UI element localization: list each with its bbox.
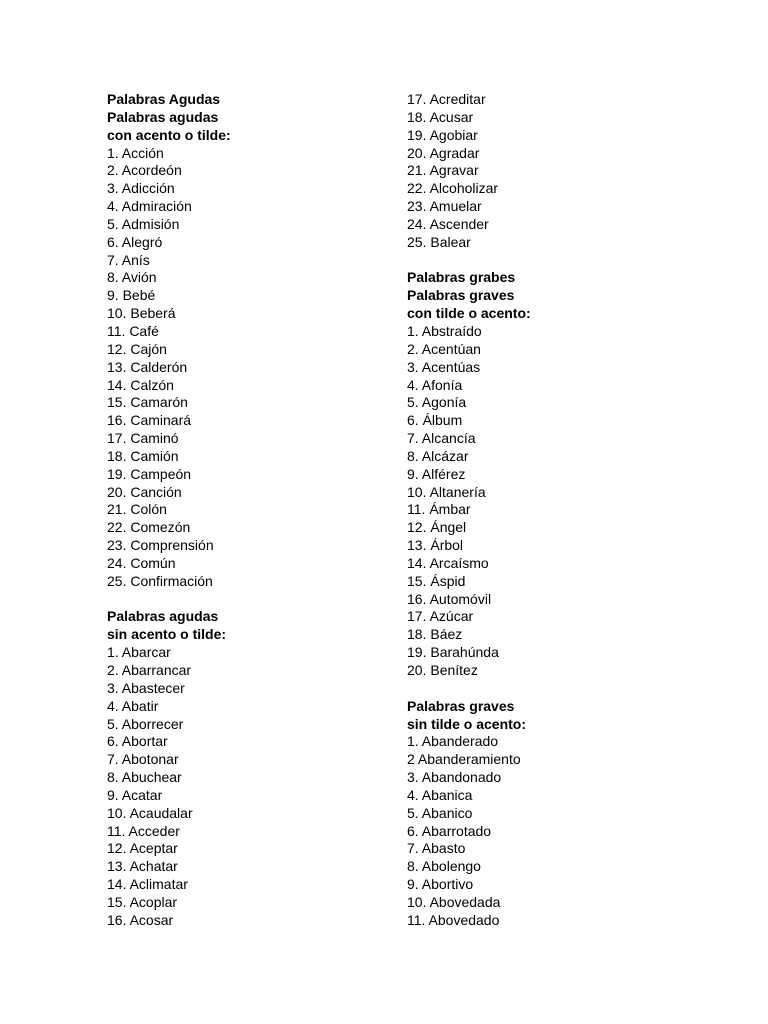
word-list-item: 18. Acusar (407, 108, 474, 125)
word-list-item: 2. Acordeón (107, 162, 182, 179)
word-list-item: 14. Aclimatar (107, 876, 188, 893)
section-heading: Palabras Agudas (107, 91, 221, 107)
word-list-item: 20. Agradar (407, 144, 480, 161)
word-list-item: 6. Abortar (107, 733, 168, 750)
word-list-item: 11. Ámbar (407, 501, 471, 518)
word-list-item: 19. Campeón (107, 465, 192, 482)
word-list-item: 23. Comprensión (107, 537, 214, 554)
word-list-item: 6. Abarrotado (407, 822, 492, 839)
word-list-item: 24. Ascender (407, 215, 489, 232)
word-list-item: 17. Acreditar (407, 91, 486, 107)
section-heading: sin tilde o acento: (407, 715, 527, 732)
word-list-item: 11. Café (107, 322, 159, 339)
word-list-item: 15. Camarón (107, 394, 188, 411)
word-list-item: 18. Camión (107, 447, 179, 464)
word-list-item: 20. Benítez (407, 662, 478, 678)
word-list-item: 22. Comezón (107, 519, 191, 536)
word-list-item: 10. Acaudalar (107, 804, 193, 821)
word-list-item: 21. Agravar (407, 162, 479, 179)
word-list-item: 19. Agobiar (407, 126, 478, 143)
word-list-item: 16. Caminará (107, 412, 192, 429)
word-list-item: 11. Acceder (107, 822, 180, 839)
word-list-item: 21. Colón (107, 501, 167, 518)
section-heading: sin acento o tilde: (107, 626, 227, 643)
word-list-item: 25. Balear (407, 233, 471, 250)
word-list-item: 5. Abanico (407, 804, 473, 821)
word-list-item: 6. Álbum (407, 412, 463, 429)
word-list-item: 15. Áspid (407, 572, 466, 589)
section-heading: con tilde o acento: (407, 305, 531, 322)
word-list-item: 19. Barahúnda (407, 644, 499, 661)
word-list-item: 8. Avión (107, 269, 157, 286)
word-list-item: 13. Calderón (107, 358, 188, 375)
word-list-item: 4. Abatir (107, 697, 159, 714)
word-list-item: 4. Admiración (107, 198, 192, 215)
word-list-item: 9. Abortivo (407, 876, 474, 893)
word-list-item: 12. Cajón (107, 340, 167, 357)
word-list-item: 22. Alcoholizar (407, 180, 499, 197)
word-list-item: 12. Aceptar (107, 840, 178, 857)
word-list-item: 8. Abolengo (407, 858, 481, 875)
block-spacer (107, 591, 397, 609)
word-list-item: 3. Adicción (107, 180, 175, 197)
word-list-item: 10. Altanería (407, 483, 486, 500)
word-list-item: 9. Alférez (407, 465, 466, 482)
word-list-item: 1. Acción (107, 144, 164, 161)
word-list-item: 16. Acosar (107, 911, 174, 928)
word-list-item: 20. Canción (107, 483, 182, 500)
word-list-item: 9. Acatar (107, 786, 163, 803)
word-list-item: 25. Confirmación (107, 572, 213, 589)
word-list-item: 5. Aborrecer (107, 715, 184, 732)
block-spacer (407, 680, 697, 698)
word-list-item: 3. Abastecer (107, 679, 185, 696)
word-list-item: 7. Abotonar (107, 751, 179, 768)
section-heading: Palabras grabes (407, 269, 516, 286)
word-list-item: 7. Abasto (407, 840, 466, 857)
word-list-item: 24. Común (107, 554, 176, 571)
word-list-item: 7. Anís (107, 251, 150, 268)
section-heading: Palabras graves (407, 287, 515, 304)
word-list-item: 1. Abstraído (407, 322, 482, 339)
block-spacer (407, 252, 697, 270)
word-list-item: 1. Abarcar (107, 644, 171, 661)
word-list-item: 17. Azúcar (407, 608, 474, 625)
word-list-item: 12. Ángel (407, 519, 467, 536)
word-list-item: 8. Alcázar (407, 447, 469, 464)
word-list-item: 14. Arcaísmo (407, 554, 489, 571)
word-list-item: 14. Calzón (107, 376, 174, 393)
word-list-item: 4. Afonía (407, 376, 463, 393)
word-list-item: 2. Abarrancar (107, 662, 192, 678)
word-list-item: 6. Alegró (107, 233, 163, 250)
word-list-item: 4. Abanica (407, 786, 473, 803)
word-list-item: 17. Caminó (107, 430, 179, 447)
word-list-item: 13. Achatar (107, 858, 178, 875)
word-list-item: 11. Abovedado (407, 911, 500, 928)
word-list-item: 13. Árbol (407, 537, 464, 554)
word-list-item: 8. Abuchear (107, 769, 182, 786)
word-list-item: 18. Báez (407, 626, 463, 643)
word-list-item: 10. Beberá (107, 305, 176, 322)
word-list-item: 5. Admisión (107, 215, 180, 232)
word-list-item: 3. Acentúas (407, 358, 481, 375)
section-heading: Palabras agudas (107, 608, 219, 625)
left-column (107, 91, 397, 930)
section-heading: con acento o tilde: (107, 126, 231, 143)
word-list-item: 9. Bebé (107, 287, 156, 304)
word-list-item: 2. Acentúan (407, 340, 481, 357)
word-list-item: 23. Amuelar (407, 198, 482, 215)
word-list-item: 5. Agonía (407, 394, 467, 411)
word-list-item: 1. Abanderado (407, 733, 499, 750)
section-heading: Palabras agudas (107, 108, 219, 125)
word-list-item: 2 Abanderamiento (407, 751, 521, 768)
word-list-item: 3. Abandonado (407, 769, 502, 786)
section-heading: Palabras graves (407, 697, 515, 714)
word-list-item: 7. Alcancía (407, 430, 476, 447)
word-list-item: 15. Acoplar (107, 893, 178, 910)
word-list-item: 10. Abovedada (407, 893, 501, 910)
word-list-item: 16. Automóvil (407, 590, 492, 607)
right-column (407, 91, 697, 930)
